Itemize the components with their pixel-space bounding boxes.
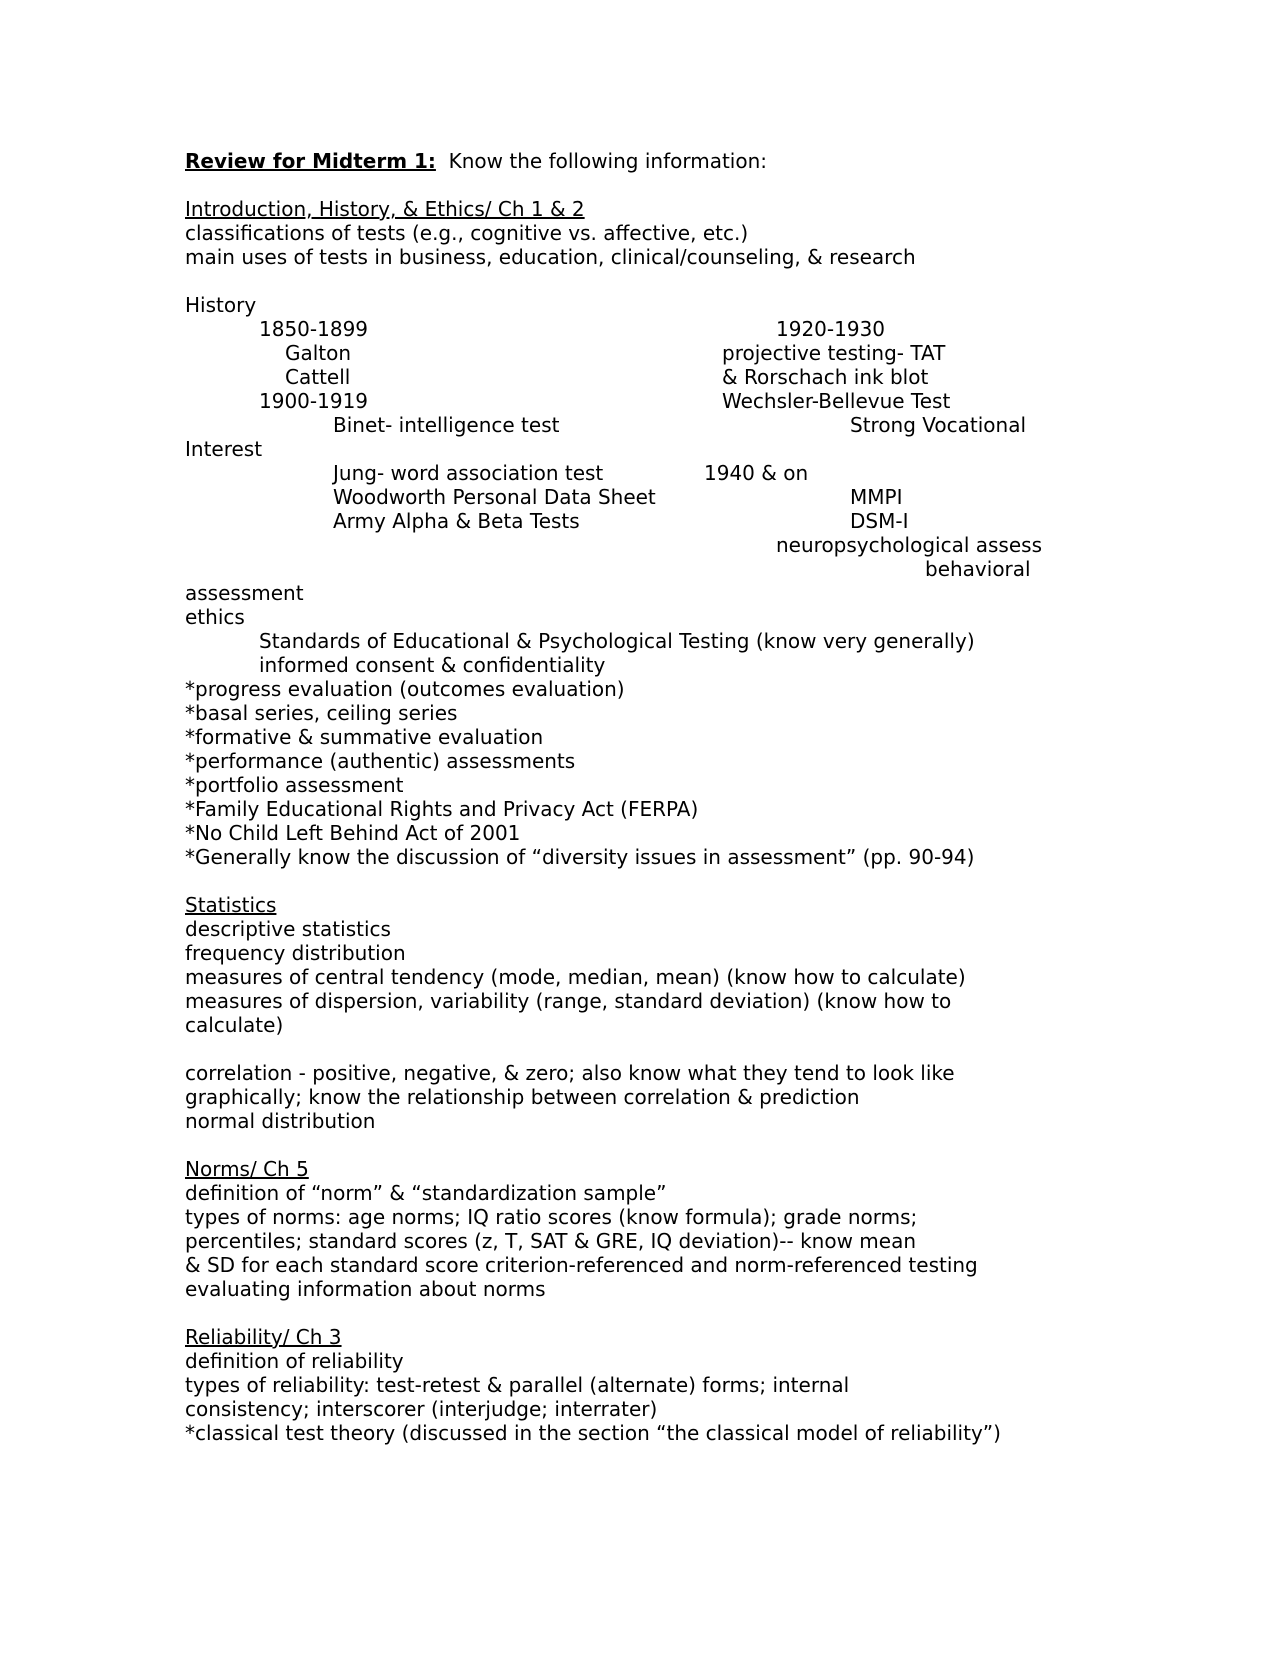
history-item: assessment — [185, 581, 304, 605]
reliability-line: definition of reliability — [185, 1349, 404, 1373]
history-item: & Rorschach ink blot — [722, 365, 929, 389]
ethics-item: informed consent & confidentiality — [259, 653, 606, 677]
ethics-starred-item: *portfolio assessment — [185, 773, 404, 797]
norms-line: definition of “norm” & “standardization sample” — [185, 1181, 667, 1205]
ethics-starred-item: *performance (authentic) assessments — [185, 749, 576, 773]
norms-line: & SD for each standard score criterion-referenced and norm-referenced testing — [185, 1253, 978, 1277]
reliability-line: consistency; interscorer (interjudge; interrater) — [185, 1397, 658, 1421]
statistics-line: correlation - positive, negative, & zero; also know what they tend to look like — [185, 1061, 955, 1085]
title-heading: Review for Midterm 1: — [185, 149, 436, 173]
statistics-line: descriptive statistics — [185, 917, 391, 941]
ethics-item: Standards of Educational & Psychological Testing (know very generally) — [259, 629, 975, 653]
history-period: 1920-1930 — [776, 317, 886, 341]
history-item: projective testing- TAT — [722, 341, 946, 365]
reliability-heading: Reliability/ Ch 3 — [185, 1325, 342, 1349]
reliability-line: *classical test theory (discussed in the section “the classical model of reliability”) — [185, 1421, 1001, 1445]
statistics-line: measures of central tendency (mode, median, mean) (know how to calculate) — [185, 965, 966, 989]
statistics-line: frequency distribution — [185, 941, 406, 965]
history-period: 1940 & on — [704, 461, 809, 485]
intro-line: classifications of tests (e.g., cognitive vs. affective, etc.) — [185, 221, 749, 245]
statistics-line: normal distribution — [185, 1109, 376, 1133]
history-item: Galton — [285, 341, 352, 365]
history-label: History — [185, 293, 257, 317]
history-item: MMPI — [850, 485, 903, 509]
history-item: Interest — [185, 437, 263, 461]
intro-line: main uses of tests in business, education, clinical/counseling, & research — [185, 245, 916, 269]
history-item: Binet- intelligence test — [333, 413, 560, 437]
history-item: Jung- word association test — [333, 461, 604, 485]
statistics-line: measures of dispersion, variability (range, standard deviation) (know how to — [185, 989, 952, 1013]
history-item: Strong Vocational — [850, 413, 1027, 437]
ethics-starred-item: *Generally know the discussion of “diversity issues in assessment” (pp. 90-94) — [185, 845, 975, 869]
statistics-heading: Statistics — [185, 893, 277, 917]
statistics-line: graphically; know the relationship between correlation & prediction — [185, 1085, 860, 1109]
history-item: neuropsychological assess — [776, 533, 1042, 557]
ethics-starred-item: *formative & summative evaluation — [185, 725, 544, 749]
norms-line: types of norms: age norms; IQ ratio scores (know formula); grade norms; — [185, 1205, 918, 1229]
history-item: Wechsler-Bellevue Test — [722, 389, 951, 413]
history-item: Woodworth Personal Data Sheet — [333, 485, 656, 509]
ethics-starred-item: *No Child Left Behind Act of 2001 — [185, 821, 521, 845]
ethics-starred-item: *Family Educational Rights and Privacy Act (FERPA) — [185, 797, 699, 821]
history-item: Army Alpha & Beta Tests — [333, 509, 580, 533]
intro-heading: Introduction, History, & Ethics/ Ch 1 & 2 — [185, 197, 585, 221]
history-period: 1850-1899 — [259, 317, 369, 341]
norms-line: percentiles; standard scores (z, T, SAT & GRE, IQ deviation)-- know mean — [185, 1229, 917, 1253]
ethics-starred-item: *progress evaluation (outcomes evaluation) — [185, 677, 625, 701]
ethics-starred-item: *basal series, ceiling series — [185, 701, 458, 725]
page-title — [185, 149, 767, 173]
history-item: Cattell — [285, 365, 351, 389]
statistics-line: calculate) — [185, 1013, 284, 1037]
history-item: behavioral — [925, 557, 1031, 581]
norms-line: evaluating information about norms — [185, 1277, 546, 1301]
ethics-label: ethics — [185, 605, 245, 629]
norms-heading: Norms/ Ch 5 — [185, 1157, 309, 1181]
history-item: DSM-I — [850, 509, 909, 533]
title-subheading: Know the following information: — [448, 149, 767, 173]
reliability-line: types of reliability: test-retest & parallel (alternate) forms; internal — [185, 1373, 850, 1397]
history-period: 1900-1919 — [259, 389, 369, 413]
